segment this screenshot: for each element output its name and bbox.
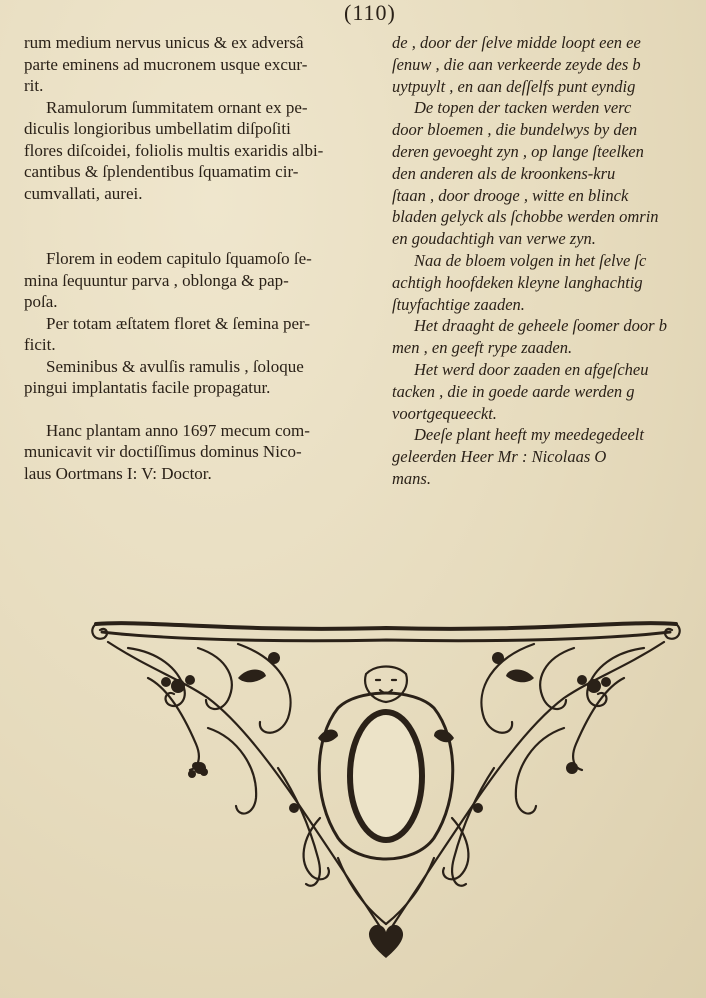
text-line: en goudachtigh van verwe zyn. <box>392 229 596 249</box>
text-line: poſa. <box>24 292 58 311</box>
text-line: deren gevoeght zyn , op lange ſteelken <box>392 141 644 161</box>
text-line: diculis longioribus umbellatim diſpoſiti <box>24 119 291 138</box>
text-line: ſenuw , die aan verkeerde zeyde des b <box>392 54 641 74</box>
text-line: ſtuyfachtige zaaden. <box>392 294 525 314</box>
text-line: Florem in eodem capitulo ſquamoſo ſe- <box>46 249 312 268</box>
decorative-tailpiece-ornament <box>88 618 684 962</box>
latin-column <box>24 32 372 484</box>
latin-paragraph <box>24 248 372 313</box>
text-line: laus Oortmans I: V: Doctor. <box>24 463 212 483</box>
text-line: pingui implantatis facile propagatur. <box>24 378 271 397</box>
text-line: tacken , die in goede aarde werden g <box>392 381 635 401</box>
text-line: Ramulorum ſummitatem ornant ex pe- <box>46 97 308 117</box>
text-line: achtigh hoofdeken kleyne langhachtig <box>392 272 643 292</box>
text-line: Naa de bloem volgen in het ſelve ſc <box>414 250 647 270</box>
text-line: cantibus & ſplendentibus ſquamatim cir- <box>24 162 299 181</box>
text-line: Deeſe plant heeft my meedegedeelt <box>414 425 644 445</box>
text-line: ſtaan , door drooge , witte en blinck <box>392 185 629 205</box>
latin-paragraph <box>24 32 372 97</box>
latin-paragraph <box>24 420 372 485</box>
text-line: Hanc plantam anno 1697 mecum com- <box>46 420 310 440</box>
text-line: rum medium nervus unicus & ex adversâ <box>24 33 304 52</box>
text-line: de , door der ſelve midde loopt een ee <box>392 33 641 52</box>
dutch-column <box>392 32 706 490</box>
text-line: bladen gelyck als ſchobbe werden omrin <box>392 207 659 227</box>
text-line: De topen der tacken werden verc <box>414 98 632 118</box>
text-line: men , en geeft rype zaaden. <box>392 338 573 358</box>
text-line: uytpuylt , en aan deſſelfs punt eyndig <box>392 76 636 96</box>
latin-paragraph <box>24 97 372 205</box>
text-line: cumvallati, aurei. <box>24 183 143 203</box>
text-line: rit. <box>24 76 44 95</box>
text-line: den anderen als de kroonkens-kru <box>392 163 616 183</box>
text-line: Het draaght de geheele ſoomer door b <box>414 316 667 336</box>
latin-paragraph <box>24 356 372 399</box>
page-number: (110) <box>344 0 396 25</box>
latin-paragraph <box>24 313 372 356</box>
text-line: Seminibus & avulſis ramulis , ſoloque <box>46 356 304 376</box>
text-line: mans. <box>392 468 431 488</box>
text-line: flores diſcoidei, foliolis multis exaridis albi- <box>24 140 324 160</box>
text-line: municavit vir doctiſſimus dominus Nico- <box>24 442 302 461</box>
text-line: geleerden Heer Mr : Nicolaas O <box>392 447 607 467</box>
text-line: ficit. <box>24 335 56 354</box>
text-line: Het werd door zaaden en afgeſcheu <box>414 359 649 379</box>
text-line: mina ſequuntur parva , oblonga & pap- <box>24 270 289 290</box>
text-line: door bloemen , die bundelwys by den <box>392 120 638 140</box>
text-line: Per totam æſtatem floret & ſemina per- <box>46 313 311 333</box>
text-line: parte eminens ad mucronem usque excur- <box>24 54 308 74</box>
text-line: voortgequeeckt. <box>392 403 497 423</box>
